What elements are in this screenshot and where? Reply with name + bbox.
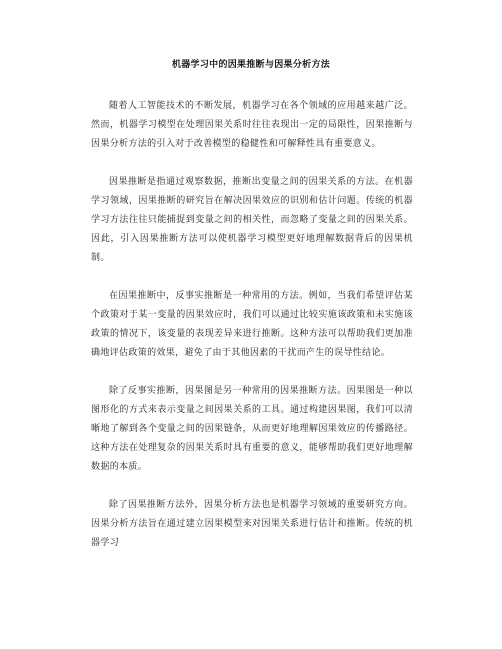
paragraph-4: 除了反事实推断，因果图是另一种常用的因果推断方法。因果图是一种以图形化的方式来表示变量之间因果关系的工具。通过构建因果图，我们可以清晰地了解到各个变量之间的因果链条，从而更好地理解因果效应的传播路径。这种方法在处理复杂的因果关系时具有重要的意义，能够帮助我们更好地理解数据的本质。 [91, 386, 413, 472]
paragraph-3: 在因果推断中，反事实推断是一种常用的方法。例如，当我们希望评估某个政策对于某一变量的因果效应时，我们可以通过比较实施该政策和未实施该政策的情况下，该变量的表现差异来进行推断。这种方法可以帮助我们更加准确地评估政策的效果，避免了由于其他因素的干扰而产生的误导性结论。 [91, 291, 413, 358]
paragraph-2: 因果推断是指通过观察数据，推断出变量之间的因果关系的方法。在机器学习领域，因果推断的研究旨在解决因果效应的识别和估计问题。传统的机器学习方法往往只能捕捉到变量之间的相关性，而忽略了变量之间的因果关系。因此，引入因果推断方法可以使机器学习模型更好地理解数据背后的因果机制。 [91, 177, 413, 263]
document-title: 机器学习中的因果推断与因果分析方法 [171, 60, 331, 70]
paragraph-1: 随着人工智能技术的不断发展，机器学习在各个领域的应用越来越广泛。然而，机器学习模型在处理因果关系时往往表现出一定的局限性，因果推断与因果分析方法的引入对于改善模型的稳健性和可解释性具有重要意义。 [91, 101, 413, 149]
paragraph-5: 除了因果推断方法外，因果分析方法也是机器学习领域的重要研究方向。因果分析方法旨在通过建立因果模型来对因果关系进行估计和推断。传统的机器学习 [91, 500, 413, 548]
